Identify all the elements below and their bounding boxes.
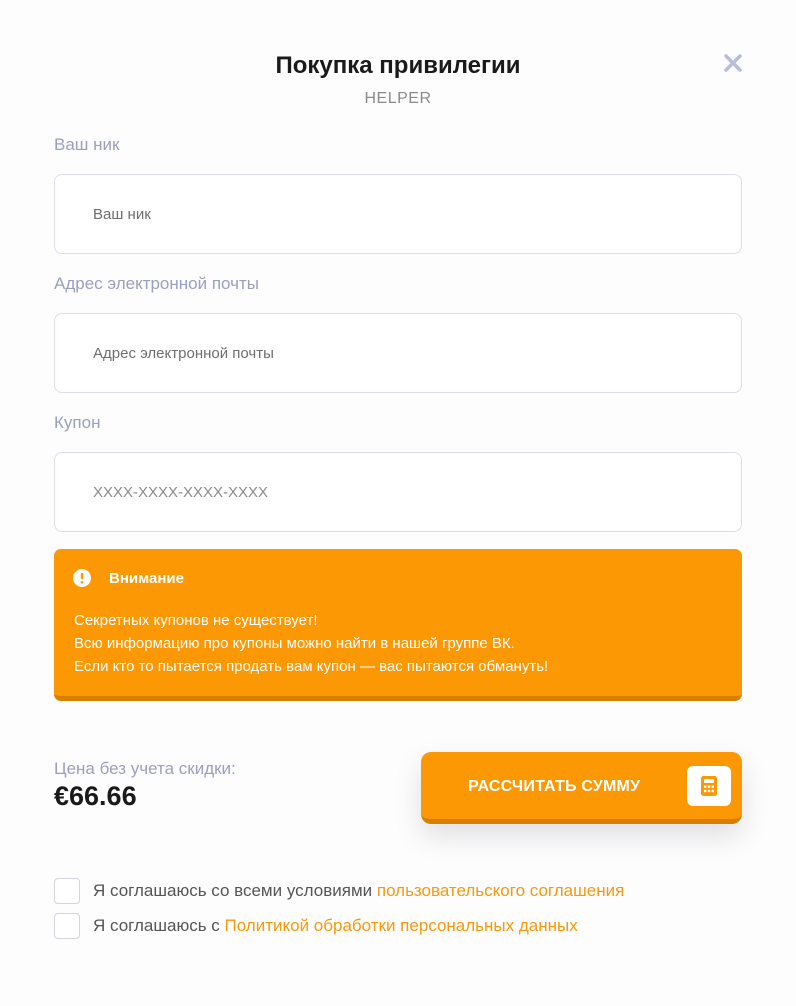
calculate-sum-label: РАССЧИТАТЬ СУММУ <box>468 778 641 795</box>
price-label: Цена без учета скидки: <box>54 759 236 778</box>
terms-text-prefix: Я соглашаюсь со всеми условиями <box>93 881 377 900</box>
calculate-sum-button[interactable] <box>421 752 742 824</box>
privacy-agreement <box>54 913 578 939</box>
alert-title: Внимание <box>109 569 184 587</box>
terms-agreement <box>54 878 624 904</box>
nick-input[interactable] <box>54 174 742 254</box>
exclamation-icon <box>73 569 91 587</box>
terms-text <box>93 881 624 901</box>
privilege-name: HELPER <box>364 90 432 107</box>
privacy-text-prefix: Я соглашаюсь с <box>93 916 225 935</box>
email-label: Адрес электронной почты <box>54 274 259 293</box>
calculator-icon <box>687 766 731 806</box>
coupon-label: Купон <box>54 413 101 432</box>
coupon-input[interactable] <box>54 452 742 532</box>
alert-message <box>74 609 548 678</box>
price-value: €66.66 <box>54 781 137 811</box>
alert-header <box>73 569 184 587</box>
modal-title: Покупка привилегии <box>275 52 521 79</box>
alert-line: Секретных купонов не существует! <box>74 612 318 629</box>
close-icon[interactable] <box>720 50 746 76</box>
privacy-checkbox[interactable] <box>54 913 80 939</box>
alert-line: Если кто то пытается продать вам купон — вас пытаются обмануть! <box>74 658 549 675</box>
email-input[interactable] <box>54 313 742 393</box>
alert-line: Всю информацию про купоны можно найти в нашей группе ВК. <box>74 635 515 652</box>
nick-label: Ваш ник <box>54 135 120 154</box>
warning-alert <box>54 549 742 701</box>
privacy-policy-link[interactable]: Политикой обработки персональных данных <box>224 916 578 935</box>
user-agreement-link[interactable]: пользовательского соглашения <box>376 881 625 900</box>
privacy-text <box>93 916 578 936</box>
terms-checkbox[interactable] <box>54 878 80 904</box>
